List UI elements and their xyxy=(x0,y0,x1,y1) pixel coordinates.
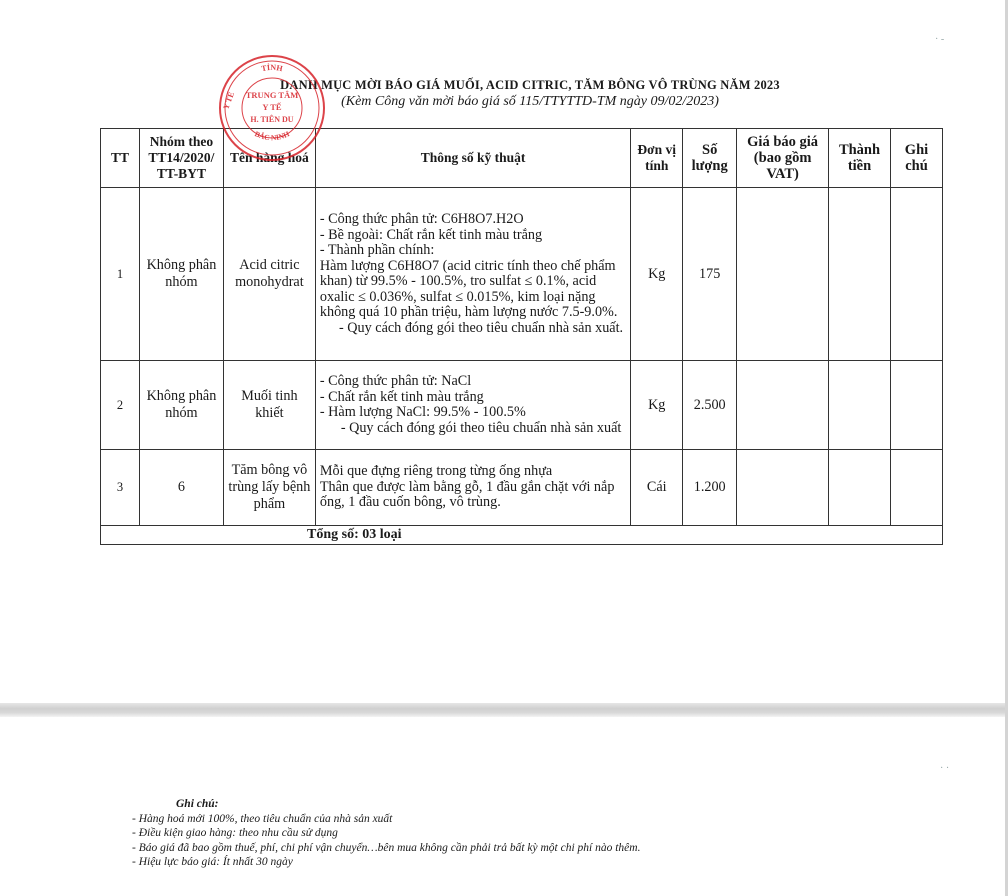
row-spec xyxy=(315,450,630,526)
stamp-line: Y TẾ xyxy=(262,102,282,112)
spec-line: - Công thức phân tử: NaCl xyxy=(319,373,472,389)
notes-section xyxy=(132,797,640,870)
header-unit: Đơn vị tính xyxy=(631,129,683,188)
spec-line: - Bề ngoài: Chất rắn kết tinh màu trắng xyxy=(319,226,543,243)
row-qty: 2.500 xyxy=(683,361,737,450)
header-tt: TT xyxy=(101,129,140,188)
table-row xyxy=(101,450,943,526)
notes-heading: Ghi chú: xyxy=(176,798,219,810)
document-title: DANH MỤC MỜI BÁO GIÁ MUỐI, ACID CITRIC, TĂM BÔNG VÔ TRÙNG NĂM 2023 xyxy=(280,78,780,92)
note-item: - Hàng hoá mới 100%, theo tiêu chuẩn của nhà sản xuất xyxy=(132,812,393,825)
row-total xyxy=(829,361,891,450)
row-tt: 1 xyxy=(101,188,140,361)
row-tt: 3 xyxy=(101,450,140,526)
row-qty: 1.200 xyxy=(683,450,737,526)
row-note xyxy=(890,361,942,450)
row-price xyxy=(737,188,829,361)
row-name: Acid citric monohydrat xyxy=(223,188,315,361)
row-group: Không phân nhóm xyxy=(139,188,223,361)
stamp-bottom-text: BẮC NINH xyxy=(253,129,291,143)
row-price xyxy=(737,450,829,526)
table-row xyxy=(101,188,943,361)
note-item: - Báo giá đã bao gồm thuế, phí, chi phí vận chuyển…bên mua không cần phải trả bất kỳ một chi phí nào thêm. xyxy=(132,841,641,854)
row-unit: Cái xyxy=(631,450,683,526)
scan-speck: · - xyxy=(935,34,945,45)
header-spec: Thông số kỹ thuật xyxy=(315,129,630,188)
spec-line: - Công thức phân tử: C6H8O7.H2O xyxy=(319,211,524,227)
spec-line: - Chất rắn kết tinh màu trắng xyxy=(319,388,484,405)
red-seal-stamp xyxy=(216,52,328,164)
header-total: Thành tiền xyxy=(829,129,891,188)
spec-line: - Hàm lượng NaCl: 99.5% - 100.5% xyxy=(319,404,526,420)
spec-line: - Quy cách đóng gói theo tiêu chuẩn nhà sản xuất xyxy=(340,419,622,436)
row-group: 6 xyxy=(139,450,223,526)
note-item: - Hiệu lực báo giá: Ít nhất 30 ngày xyxy=(132,856,293,868)
row-spec xyxy=(315,361,630,450)
row-total xyxy=(829,450,891,526)
quotation-table xyxy=(100,128,943,545)
spec-line: Hàm lượng C6H8O7 (acid citric tính theo chế phẩm khan) từ 99.5% - 100.5%, tro sulfat ≤ 0.1%, acid oxalic ≤ 0.036%, sulfat ≤ 0.015%, kim loại nặng không quá 10 phần triệu, hàm lượng nước 7.5-9.0%. xyxy=(319,257,618,320)
spec-line: Mỗi que đựng riêng trong từng ống nhựa xyxy=(319,463,553,480)
header-qty: Số lượng xyxy=(683,129,737,188)
row-group: Không phân nhóm xyxy=(139,361,223,450)
svg-text:TỈNH xyxy=(260,62,284,73)
header-price: Giá báo giá (bao gồm VAT) xyxy=(737,129,829,188)
note-item: - Điều kiện giao hàng: theo nhu cầu sử dụng xyxy=(132,827,338,839)
svg-text:BẮC NINH xyxy=(253,129,291,142)
header-group: Nhóm theo TT14/2020/ TT-BYT xyxy=(139,129,223,188)
row-qty: 175 xyxy=(683,188,737,361)
stamp-line: TRUNG TÂM xyxy=(245,90,299,100)
page-separator xyxy=(0,703,1008,717)
scan-speck: · · xyxy=(940,763,950,774)
stamp-left-text: Y TẾ xyxy=(221,90,237,111)
spec-line: - Quy cách đóng gói theo tiêu chuẩn nhà sản xuất. xyxy=(339,319,624,336)
total-label: Tổng số: 03 loại xyxy=(101,526,943,545)
row-total xyxy=(829,188,891,361)
header-note: Ghi chú xyxy=(890,129,942,188)
row-note xyxy=(890,188,942,361)
row-unit: Kg xyxy=(631,361,683,450)
spec-line: Thân que được làm bằng gỗ, 1 đầu gắn chặt với nắp ống, 1 đầu cuốn bông, vô trùng. xyxy=(319,478,615,511)
total-row xyxy=(101,526,943,545)
document-page-2 xyxy=(0,717,1005,896)
row-price xyxy=(737,361,829,450)
header-name: Tên hàng hoá xyxy=(223,129,315,188)
row-name: Muối tinh khiết xyxy=(223,361,315,450)
table-row xyxy=(101,361,943,450)
row-note xyxy=(890,450,942,526)
row-name: Tăm bông vô trùng lấy bệnh phẩm xyxy=(223,450,315,526)
stamp-line: H. TIÊN DU xyxy=(250,115,294,124)
row-unit: Kg xyxy=(631,188,683,361)
stamp-top-text: TỈNH xyxy=(260,62,284,74)
spec-line: - Thành phần chính: xyxy=(319,242,435,258)
row-tt: 2 xyxy=(101,361,140,450)
document-subtitle: (Kèm Công văn mời báo giá số 115/TTYTTD-TM ngày 09/02/2023) xyxy=(341,94,719,109)
row-spec xyxy=(315,188,630,361)
